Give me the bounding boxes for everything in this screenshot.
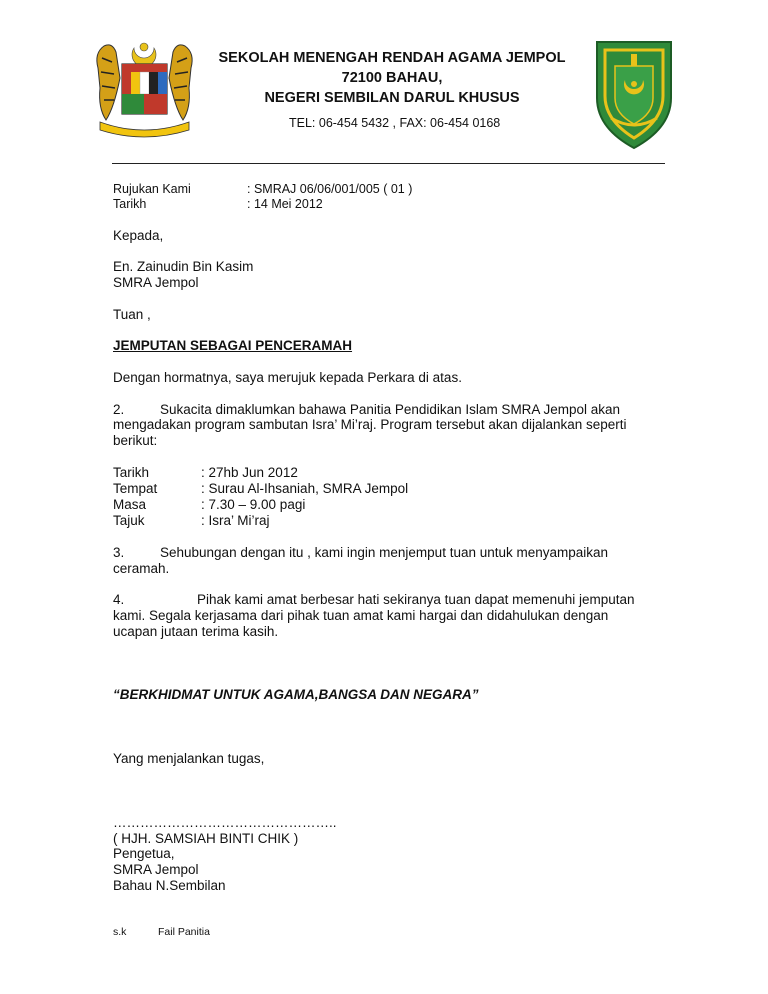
reference-label: Rujukan Kami (113, 182, 191, 196)
paragraph-2-line-1: Sukacita dimaklumkan bahawa Panitia Pendidikan Islam SMRA Jempol akan (160, 402, 620, 417)
paragraph-4-number: 4. (113, 592, 125, 607)
signature-dots: ………………………………………….. (113, 815, 337, 830)
recipient-org: SMRA Jempol (113, 275, 199, 290)
detail-time-label: Masa (113, 497, 147, 512)
reference-value: : SMRAJ 06/06/001/005 ( 01 ) (247, 182, 413, 196)
school-crest-logo (591, 36, 677, 152)
signatory-name: ( HJH. SAMSIAH BINTI CHIK ) (113, 831, 299, 846)
recipient-to: Kepada, (113, 228, 164, 243)
date-label: Tarikh (113, 197, 147, 211)
cc-label: s.k (113, 926, 127, 938)
paragraph-2-line-2: mengadakan program sambutan Isra’ Mi’raj. Program tersebut akan dijalankan seperti (113, 417, 627, 432)
school-state: NEGERI SEMBILAN DARUL KHUSUS (264, 90, 520, 106)
detail-topic-label: Tajuk (113, 513, 145, 528)
closing-line: Yang menjalankan tugas, (113, 751, 265, 766)
detail-date-value: : 27hb Jun 2012 (201, 465, 298, 480)
paragraph-1: Dengan hormatnya, saya merujuk kepada Perkara di atas. (113, 370, 462, 385)
signatory-title: Pengetua, (113, 846, 175, 861)
signatory-place: Bahau N.Sembilan (113, 878, 226, 893)
reference-row (113, 182, 191, 196)
school-postcode-city: 72100 BAHAU, (341, 70, 443, 86)
detail-time-value: : 7.30 – 9.00 pagi (201, 497, 306, 512)
paragraph-2-line-3: berikut: (113, 433, 158, 448)
paragraph-4-line-3: ucapan jutaan terima kasih. (113, 624, 279, 639)
school-motto: “BERKHIDMAT UNTUK AGAMA,BANGSA DAN NEGARA” (113, 687, 479, 702)
detail-place-value: : Surau Al-Ihsaniah, SMRA Jempol (201, 481, 409, 496)
paragraph-4-line-2: kami. Segala kerjasama dari pihak tuan amat kami hargai dan didahulukan dengan (113, 608, 609, 623)
detail-place-label: Tempat (113, 481, 158, 496)
header-divider (112, 163, 665, 164)
paragraph-2-number: 2. (113, 402, 125, 417)
recipient-name: En. Zainudin Bin Kasim (113, 259, 254, 274)
paragraph-3-number: 3. (113, 545, 125, 560)
signatory-org: SMRA Jempol (113, 862, 199, 877)
date-value: : 14 Mei 2012 (247, 197, 323, 211)
detail-date-label: Tarikh (113, 465, 150, 480)
paragraph-3-line-1: Sehubungan dengan itu , kami ingin menjemput tuan untuk menyampaikan (160, 545, 609, 560)
paragraph-3-line-2: ceramah. (113, 561, 170, 576)
letter-subject: JEMPUTAN SEBAGAI PENCERAMAH (113, 338, 353, 353)
school-contact: TEL: 06-454 5432 , FAX: 06-454 0168 (289, 116, 501, 130)
salutation: Tuan , (113, 307, 151, 322)
school-name: SEKOLAH MENENGAH RENDAH AGAMA JEMPOL (218, 50, 566, 66)
cc-value: Fail Panitia (158, 926, 210, 938)
paragraph-4-line-1: Pihak kami amat berbesar hati sekiranya tuan dapat memenuhi jemputan (197, 592, 635, 607)
detail-topic-value: : Isra’ Mi’raj (201, 513, 270, 528)
